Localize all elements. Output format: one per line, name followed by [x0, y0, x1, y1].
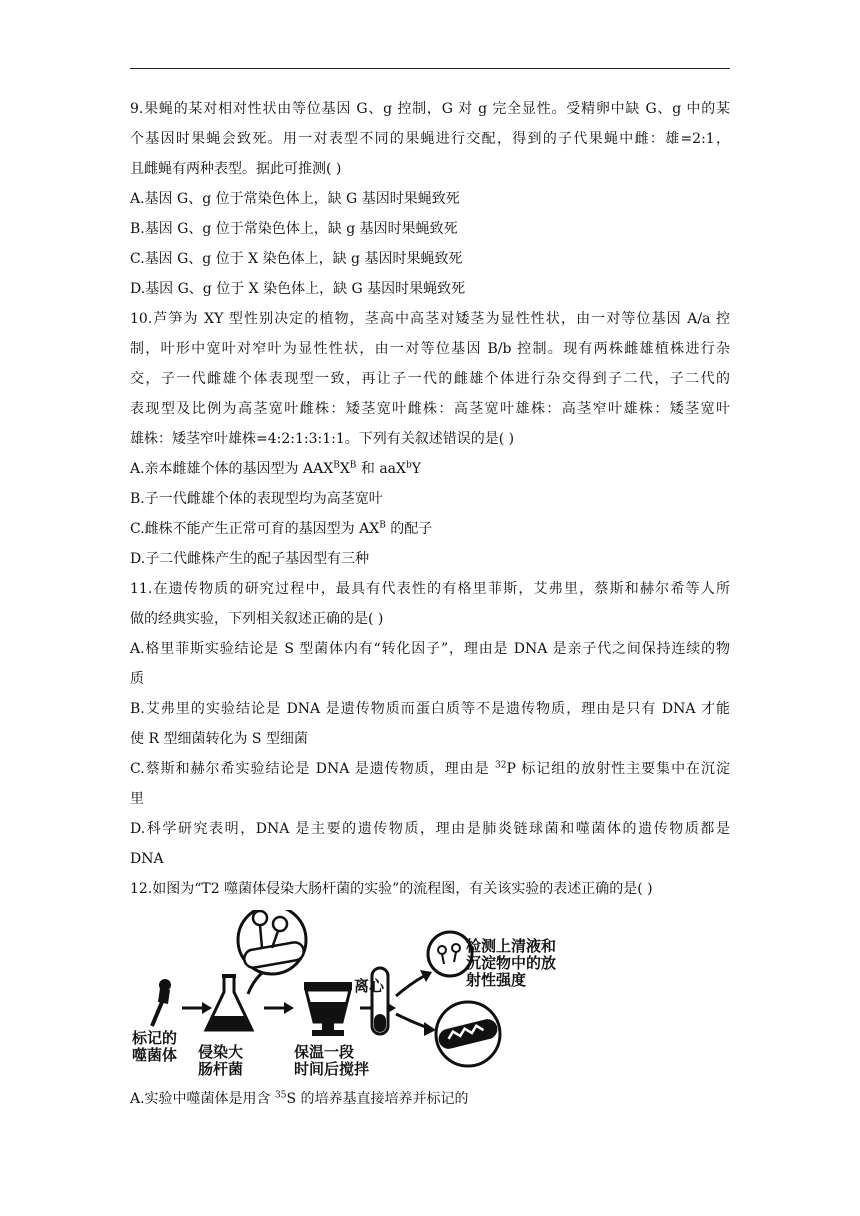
question-stem-line: 11.在遗传物质的研究过程中，最具有代表性的有格里菲斯，艾弗里，蔡斯和赫尔希等人所: [130, 581, 730, 597]
option-c-continued: 里: [130, 791, 144, 807]
label-infect-ecoli: 侵染大 肠杆菌: [198, 1043, 244, 1078]
option-d-continued: DNA: [130, 851, 164, 867]
question-stem-line: 表现型及比例为高茎宽叶雌株：矮茎宽叶雌株：高茎宽叶雄株：高茎窄叶雄株：矮茎宽叶: [130, 401, 730, 417]
header-rule: [130, 68, 730, 69]
question-stem-line: 交，子一代雌雄个体表现型一致，再让子一代的雌雄个体进行杂交得到子二代，子二代的: [130, 371, 730, 387]
option-text: X: [339, 461, 350, 477]
arrow-icon: [182, 1002, 212, 1014]
arrow-icon: [396, 970, 432, 996]
exam-page-content: [130, 94, 730, 1114]
phage-icon: [152, 979, 171, 1026]
label-labeled-phage: 标记的 噬菌体: [132, 1029, 178, 1064]
label-detect-radioactivity: 检测上清液和 沉淀物中的放 射性强度: [466, 937, 557, 989]
superscript: B: [379, 520, 386, 531]
option-a: [130, 454, 730, 484]
option-d: D.基因 G、g 位于 X 染色体上，缺 G 基因时果蝇致死: [130, 281, 466, 297]
question-stem-line: 9.果蝇的某对相对性状由等位基因 G、g 控制，G 对 g 完全显性。受精卵中缺 G、g 中的某: [130, 101, 730, 117]
blender-icon: [304, 982, 352, 1036]
question-9: [130, 94, 730, 304]
superscript: B: [333, 460, 340, 471]
option-d: D.科学研究表明，DNA 是主要的遗传物质，理由是肺炎链球菌和噬菌体的遗传物质都是: [130, 821, 730, 837]
question-stem-line: 且雌蝇有两种表型。据此可推测( ): [130, 161, 342, 177]
option-c: C.基因 G、g 位于 X 染色体上，缺 g 基因时果蝇致死: [130, 251, 463, 267]
option-d: D.子二代雌株产生的配子基因型有三种: [130, 551, 370, 567]
flask-icon: [206, 976, 252, 1030]
question-11: [130, 574, 730, 874]
option-text: C.雌株不能产生正常可育的基因型为 AX: [130, 521, 380, 537]
option-text: C.蔡斯和赫尔希实验结论是 DNA 是遗传物质，理由是: [130, 761, 496, 777]
sediment-bacteria-icon: [436, 1002, 500, 1066]
label-centrifuge: 离心: [354, 977, 385, 995]
question-stem-line: 10.芦笋为 XY 型性别决定的植物，茎高中高茎对矮茎为显性性状，由一对等位基因 A/a 控: [130, 311, 730, 327]
option-c: [130, 514, 730, 544]
superscript: B: [349, 460, 357, 471]
superscript: 35: [275, 1090, 287, 1101]
option-text: A.亲本雌雄个体的基因型为 AAX: [130, 461, 334, 477]
question-stem-line: 做的经典实验，下列相关叙述正确的是( ): [130, 611, 384, 627]
option-b: B.艾弗里的实验结论是 DNA 是遗传物质而蛋白质等不是遗传物质，理由是只有 DNA 才能: [130, 701, 730, 717]
option-text: Y: [411, 461, 421, 477]
option-text: 和 aaX: [356, 461, 406, 477]
option-a: A.基因 G、g 位于常染色体上，缺 G 基因时果蝇致死: [130, 191, 460, 207]
label-incubate-stir: 保温一段 时间后搅拌: [294, 1043, 370, 1078]
option-a-continued: 质: [130, 671, 144, 687]
option-b: B.基因 G、g 位于常染色体上，缺 g 基因时果蝇致死: [130, 221, 458, 237]
question-stem-line: 个基因时果蝇会致死。用一对表型不同的果蝇进行交配，得到的子代果蝇中雌：雄=2:1，: [130, 131, 730, 147]
option-text: 的配子: [385, 521, 433, 537]
superscript: b: [405, 460, 412, 471]
arrow-icon: [264, 1002, 294, 1014]
question-stem-line: 制，叶形中宽叶对窄叶为显性性状，由一对等位基因 B/b 控制。现有两株雌雄植株进行杂: [130, 341, 730, 357]
magnified-infection-icon: [238, 910, 306, 974]
superscript: 32: [495, 760, 507, 771]
option-b: B.子一代雌雄个体的表现型均为高茎宽叶: [130, 491, 383, 507]
experiment-flow-figure: [130, 910, 730, 1080]
question-stem-line: 12.如图为“T2 噬菌体侵染大肠杆菌的实验”的流程图，有关该实验的表述正确的是( ): [130, 881, 653, 897]
question-10: [130, 304, 730, 574]
question-stem-line: 雄株：矮茎窄叶雄株=4:2:1:3:1:1。下列有关叙述错误的是( ): [130, 431, 515, 447]
option-text: A.实验中噬菌体是用含: [130, 1091, 276, 1107]
option-a: A.格里菲斯实验结论是 S 型菌体内有“转化因子”，理由是 DNA 是亲子代之间保持连续的物: [130, 641, 730, 657]
option-c: [130, 754, 730, 784]
option-b-continued: 使 R 型细菌转化为 S 型细菌: [130, 731, 308, 747]
option-text: S 的培养基直接培养并标记的: [286, 1091, 469, 1107]
option-text: P 标记组的放射性主要集中在沉淀: [506, 761, 730, 777]
question-12: [130, 874, 730, 1114]
option-a: [130, 1084, 730, 1114]
arrow-icon: [396, 1014, 436, 1036]
